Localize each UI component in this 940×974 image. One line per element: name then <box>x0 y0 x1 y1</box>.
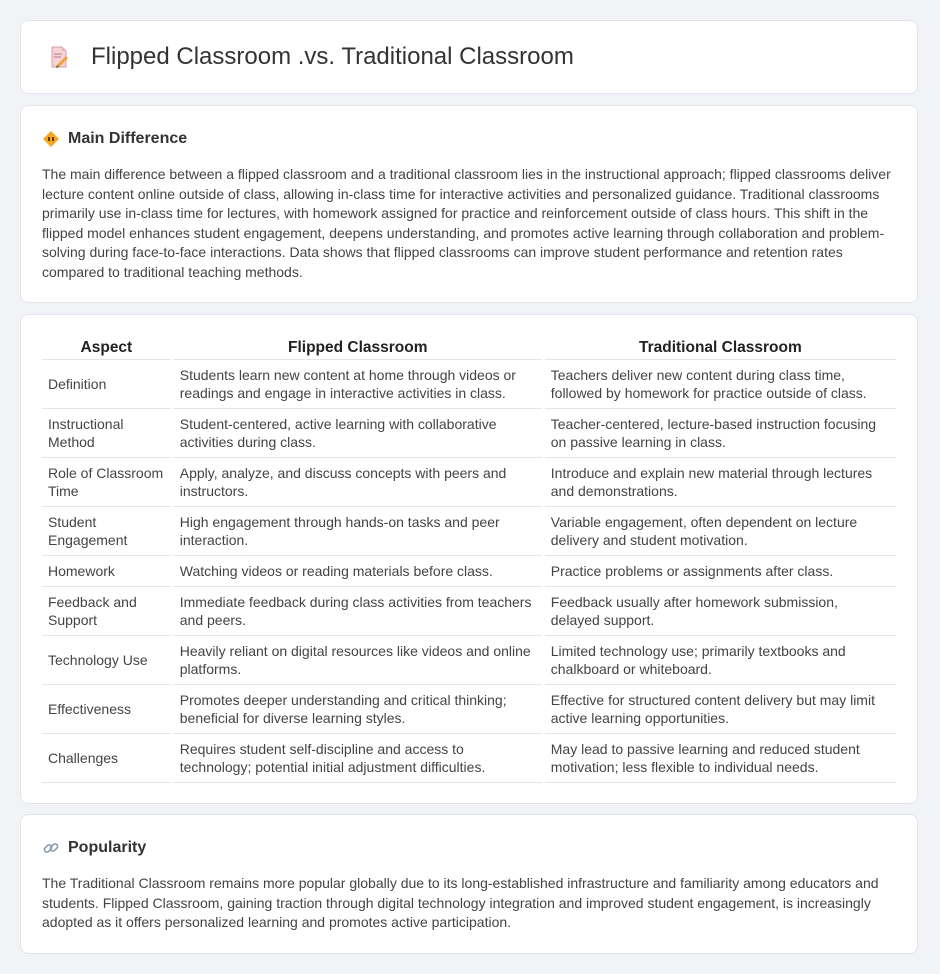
table-row <box>42 734 896 783</box>
popularity-text: The Traditional Classroom remains more popular globally due to its long-established infrastructure and familiarity among educators and students. Flipped Classroom, gaining traction through digital technology integration and improved student engagement, is increasingly adopted as it offers personalized learning and promotes active participation. <box>42 875 879 930</box>
main-difference-text: The main difference between a flipped classroom and a traditional classroom lies in the instructional approach; flipped classrooms deliver lecture content online outside of class, allowing in-class time for interactive activities and personalized guidance. Traditional classrooms primarily use in-class time for lectures, with homework assigned for practice and reinforcement outside of class hours. This shift in the flipped model enhances student engagement, deepens understanding, and promotes active learning through collaboration and problem-solving during face-to-face interactions. Data shows that flipped classrooms can improve student performance and retention rates compared to traditional teaching methods. <box>42 166 891 280</box>
document-edit-icon <box>47 45 71 69</box>
main-difference-card <box>20 105 918 303</box>
cell-flipped: Watching videos or reading materials before class. <box>174 556 542 587</box>
cell-traditional: Teacher-centered, lecture-based instruction focusing on passive learning in class. <box>545 409 896 458</box>
table-row <box>42 507 896 556</box>
table-header-row <box>42 333 896 360</box>
table-row <box>42 587 896 636</box>
cell-traditional: Introduce and explain new material through lectures and demonstrations. <box>545 458 896 507</box>
cell-aspect: Effectiveness <box>42 685 171 734</box>
cell-aspect: Technology Use <box>42 636 171 685</box>
cell-traditional: Feedback usually after homework submission, delayed support. <box>545 587 896 636</box>
table-row <box>42 409 896 458</box>
popularity-heading: Popularity <box>68 839 147 856</box>
table-row <box>42 556 896 587</box>
page-title: Flipped Classroom .vs. Traditional Classroom <box>91 43 574 70</box>
cell-aspect: Role of Classroom Time <box>42 458 171 507</box>
header-traditional: Traditional Classroom <box>545 333 896 360</box>
main-difference-header <box>42 130 897 148</box>
cell-flipped: High engagement through hands-on tasks and peer interaction. <box>174 507 542 556</box>
popularity-header <box>42 839 897 857</box>
header-flipped: Flipped Classroom <box>174 333 542 360</box>
cell-traditional: Variable engagement, often dependent on lecture delivery and student motivation. <box>545 507 896 556</box>
cell-traditional: Effective for structured content delivery but may limit active learning opportunities. <box>545 685 896 734</box>
cell-aspect: Homework <box>42 556 171 587</box>
cell-traditional: Practice problems or assignments after class. <box>545 556 896 587</box>
cell-flipped: Students learn new content at home through videos or readings and engage in interactive activities in class. <box>174 360 542 409</box>
table-row <box>42 360 896 409</box>
cell-flipped: Immediate feedback during class activities from teachers and peers. <box>174 587 542 636</box>
header-aspect: Aspect <box>42 333 171 360</box>
cell-aspect: Definition <box>42 360 171 409</box>
cell-traditional: Limited technology use; primarily textbooks and chalkboard or whiteboard. <box>545 636 896 685</box>
cell-aspect: Feedback and Support <box>42 587 171 636</box>
table-row <box>42 685 896 734</box>
cell-aspect: Student Engagement <box>42 507 171 556</box>
comparison-table-card <box>20 314 918 804</box>
cell-flipped: Requires student self-discipline and access to technology; potential initial adjustment difficulties. <box>174 734 542 783</box>
table-row <box>42 458 896 507</box>
cell-flipped: Student-centered, active learning with collaborative activities during class. <box>174 409 542 458</box>
cell-flipped: Promotes deeper understanding and critical thinking; beneficial for diverse learning styles. <box>174 685 542 734</box>
table-row <box>42 636 896 685</box>
cell-traditional: May lead to passive learning and reduced student motivation; less flexible to individual needs. <box>545 734 896 783</box>
cell-flipped: Apply, analyze, and discuss concepts with peers and instructors. <box>174 458 542 507</box>
cell-aspect: Instructional Method <box>42 409 171 458</box>
cell-aspect: Challenges <box>42 734 171 783</box>
link-icon <box>42 839 60 857</box>
comparison-table <box>39 333 899 783</box>
main-difference-heading: Main Difference <box>68 130 188 147</box>
popularity-card <box>20 814 918 954</box>
cell-flipped: Heavily reliant on digital resources like videos and online platforms. <box>174 636 542 685</box>
cell-traditional: Teachers deliver new content during class time, followed by homework for practice outside of class. <box>545 360 896 409</box>
title-card <box>20 20 918 94</box>
diamond-warning-icon <box>42 130 60 148</box>
